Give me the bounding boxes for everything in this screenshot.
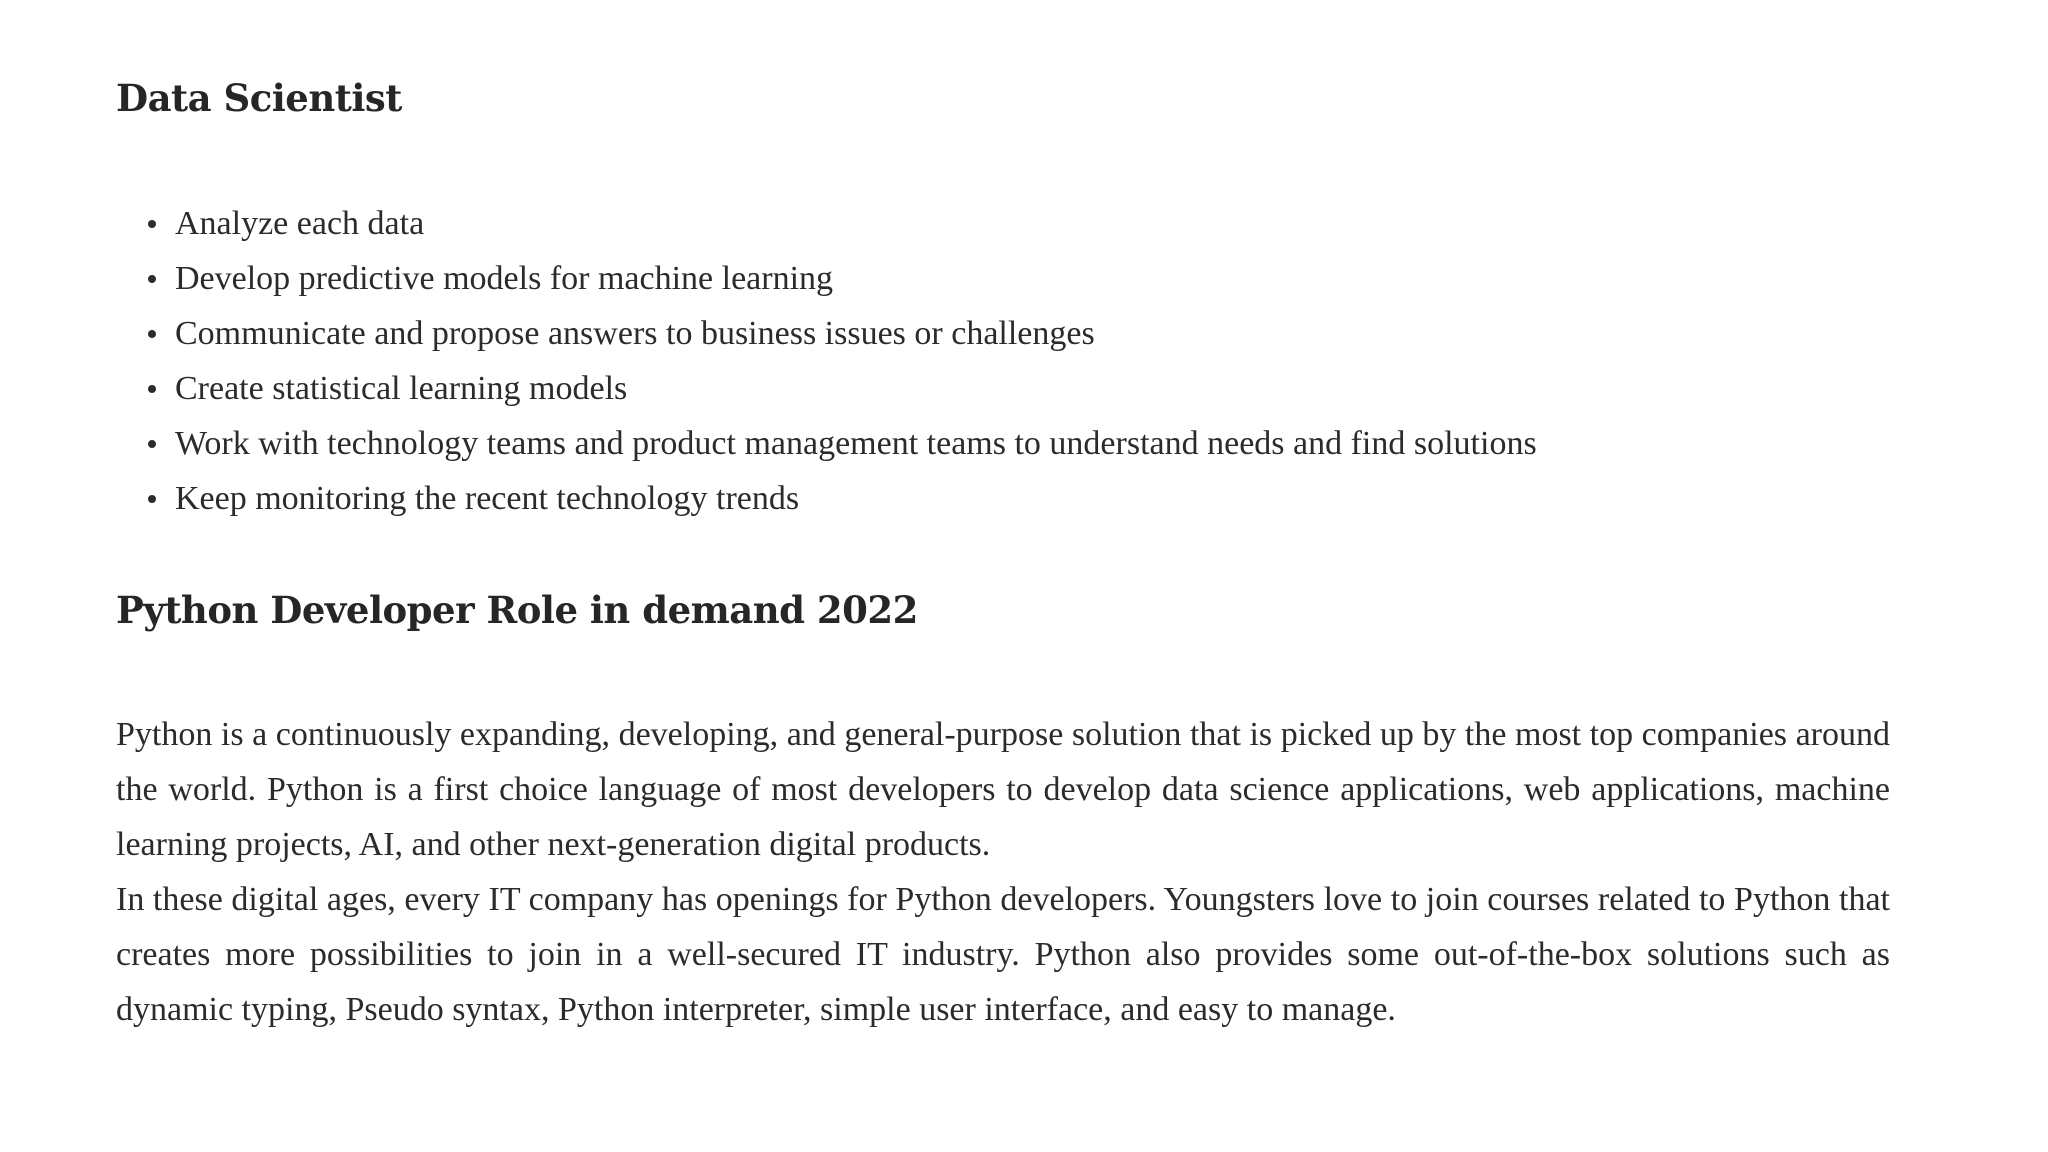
paragraph: In these digital ages, every IT company has openings for Python developers. Youngsters love to join courses related to Python that creates more possibilities to join in a well-secured IT industry. Python also provides some out-of-the-box solutions such as dynamic typing, Pseudo syntax, Python interpreter, simple user interface, and easy to manage. [116,881,1890,1028]
list-item: Work with technology teams and product management teams to understand needs and find solutions [175,416,1537,471]
python-developer-text [116,707,1890,1037]
list-item: Communicate and propose answers to business issues or challenges [175,306,1537,361]
section-heading-python-developer: Python Developer Role in demand 2022 [116,588,918,632]
paragraph: Python is a continuously expanding, developing, and general-purpose solution that is picked up by the most top companies around the world. Python is a first choice language of most developers to develop data science applications, web applications, machine learning projects, AI, and other next-generation digital products. [116,716,1890,863]
responsibilities-list [116,196,1537,526]
list-item: Keep monitoring the recent technology trends [175,471,1537,526]
list-item: Create statistical learning models [175,361,1537,416]
list-item: Analyze each data [175,196,1537,251]
list-item: Develop predictive models for machine learning [175,251,1537,306]
section-heading-data-scientist: Data Scientist [116,76,402,120]
